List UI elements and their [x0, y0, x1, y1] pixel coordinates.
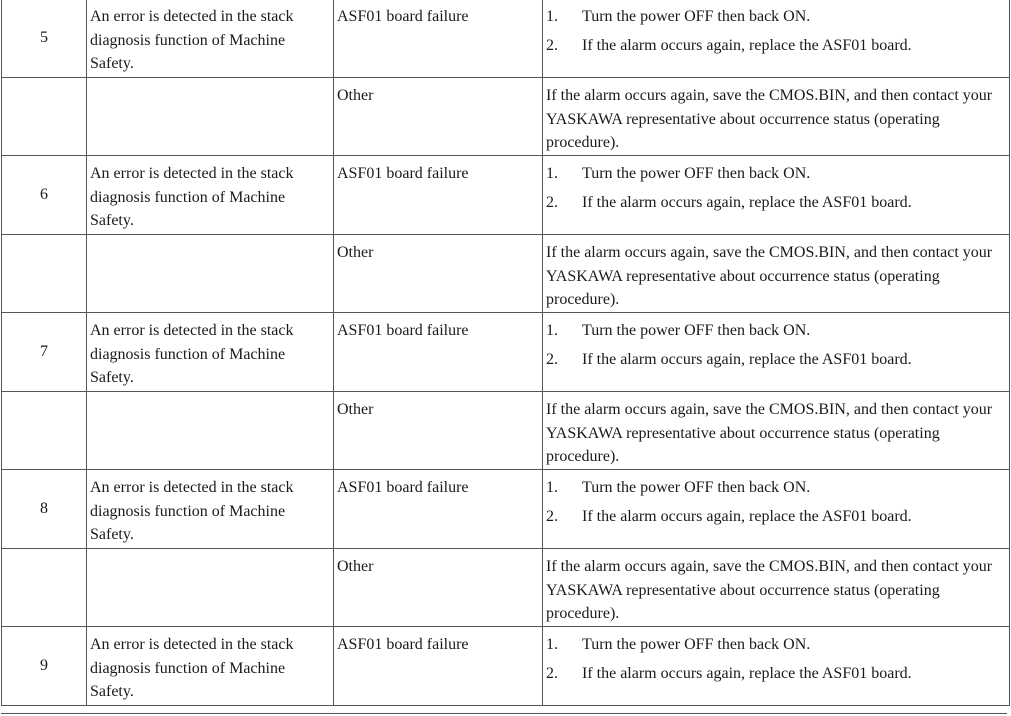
other-remedy-cell	[543, 78, 1010, 156]
table-row	[2, 0, 1010, 78]
table-row	[2, 470, 1010, 549]
cause-cell	[87, 156, 334, 235]
table-row-other	[2, 549, 1010, 627]
subcode-number: 9	[40, 657, 48, 675]
cause-cell	[87, 470, 334, 549]
step-number: 2.	[546, 193, 558, 211]
subcode-cell	[2, 313, 87, 392]
step-text: If the alarm occurs again, replace the ASF01 board.	[582, 193, 912, 211]
type-cell	[334, 156, 543, 235]
step-number: 1.	[546, 636, 558, 653]
other-remedy-text: If the alarm occurs again, save the CMOS.BIN, and then contact your YASKAWA representative about occurrence status (operating procedure).	[546, 87, 993, 151]
empty-cell	[87, 392, 334, 470]
type-text: ASF01 board failure	[337, 636, 469, 653]
type-cell	[334, 0, 543, 78]
step-text: Turn the power OFF then back ON.	[582, 8, 811, 25]
other-remedy-cell	[543, 235, 1010, 313]
other-type-cell	[334, 549, 543, 627]
other-remedy-cell	[543, 392, 1010, 470]
other-type-text: Other	[337, 558, 374, 575]
other-remedy-text: If the alarm occurs again, save the CMOS.BIN, and then contact your YASKAWA representative about occurrence status (operating procedure).	[546, 244, 993, 308]
step-number: 1.	[546, 479, 558, 496]
step-text: If the alarm occurs again, replace the ASF01 board.	[582, 664, 912, 682]
type-cell	[334, 627, 543, 706]
remedy-step	[546, 348, 1006, 372]
step-number: 1.	[546, 322, 558, 339]
step-text: Turn the power OFF then back ON.	[582, 636, 811, 653]
table-row-other	[2, 235, 1010, 313]
other-remedy-cell	[543, 549, 1010, 627]
step-number: 2.	[546, 507, 558, 525]
subcode-number: 6	[40, 186, 48, 204]
empty-cell	[2, 392, 87, 470]
other-remedy-text: If the alarm occurs again, save the CMOS.BIN, and then contact your YASKAWA representative about occurrence status (operating procedure).	[546, 558, 993, 622]
table-row-other	[2, 392, 1010, 470]
table-row-other	[2, 78, 1010, 156]
other-remedy-text: If the alarm occurs again, save the CMOS.BIN, and then contact your YASKAWA representative about occurrence status (operating procedure).	[546, 401, 993, 465]
other-type-cell	[334, 235, 543, 313]
type-cell	[334, 470, 543, 549]
other-type-cell	[334, 392, 543, 470]
remedy-step	[546, 476, 1006, 500]
remedy-cell	[543, 470, 1010, 549]
remedy-step	[546, 191, 1006, 215]
type-text: ASF01 board failure	[337, 165, 469, 182]
step-number: 2.	[546, 664, 558, 682]
step-text: Turn the power OFF then back ON.	[582, 322, 811, 339]
step-text: Turn the power OFF then back ON.	[582, 479, 811, 496]
type-text: ASF01 board failure	[337, 322, 469, 339]
subcode-cell	[2, 627, 87, 706]
type-text: ASF01 board failure	[337, 479, 469, 496]
remedy-step	[546, 319, 1006, 343]
cause-cell	[87, 0, 334, 78]
empty-cell	[2, 235, 87, 313]
step-text: If the alarm occurs again, replace the ASF01 board.	[582, 507, 912, 525]
remedy-cell	[543, 0, 1010, 78]
remedy-step	[546, 633, 1006, 657]
cause-cell	[87, 313, 334, 392]
cause-cell	[87, 627, 334, 706]
type-cell	[334, 313, 543, 392]
step-number: 2.	[546, 36, 558, 54]
step-number: 1.	[546, 8, 558, 25]
other-type-cell	[334, 78, 543, 156]
remedy-step	[546, 5, 1006, 29]
other-type-text: Other	[337, 87, 374, 104]
cause-text: An error is detected in the stack diagnosis function of Machine Safety.	[90, 8, 294, 72]
step-number: 1.	[546, 165, 558, 182]
remedy-cell	[543, 627, 1010, 706]
cause-text: An error is detected in the stack diagnosis function of Machine Safety.	[90, 322, 294, 386]
step-text: If the alarm occurs again, replace the ASF01 board.	[582, 350, 912, 368]
table-row	[2, 627, 1010, 706]
cause-text: An error is detected in the stack diagnosis function of Machine Safety.	[90, 479, 294, 543]
other-type-text: Other	[337, 401, 374, 418]
remedy-step	[546, 34, 1006, 58]
subcode-number: 5	[40, 29, 48, 47]
type-text: ASF01 board failure	[337, 8, 469, 25]
subcode-number: 7	[40, 343, 48, 361]
cause-text: An error is detected in the stack diagnosis function of Machine Safety.	[90, 165, 294, 229]
remedy-step	[546, 162, 1006, 186]
subcode-number: 8	[40, 500, 48, 518]
empty-cell	[87, 549, 334, 627]
remedy-step	[546, 505, 1006, 529]
table-row	[2, 313, 1010, 392]
table-bottom-rule	[1, 713, 1007, 714]
step-number: 2.	[546, 350, 558, 368]
other-type-text: Other	[337, 244, 374, 261]
subcode-cell	[2, 156, 87, 235]
remedy-cell	[543, 156, 1010, 235]
step-text: If the alarm occurs again, replace the ASF01 board.	[582, 36, 912, 54]
table-body	[2, 0, 1010, 706]
empty-cell	[2, 78, 87, 156]
table-row	[2, 156, 1010, 235]
empty-cell	[87, 78, 334, 156]
empty-cell	[87, 235, 334, 313]
subcode-cell	[2, 0, 87, 78]
empty-cell	[2, 549, 87, 627]
remedy-cell	[543, 313, 1010, 392]
step-text: Turn the power OFF then back ON.	[582, 165, 811, 182]
alarm-remedy-table	[1, 0, 1010, 706]
remedy-step	[546, 662, 1006, 686]
cause-text: An error is detected in the stack diagnosis function of Machine Safety.	[90, 636, 294, 700]
subcode-cell	[2, 470, 87, 549]
